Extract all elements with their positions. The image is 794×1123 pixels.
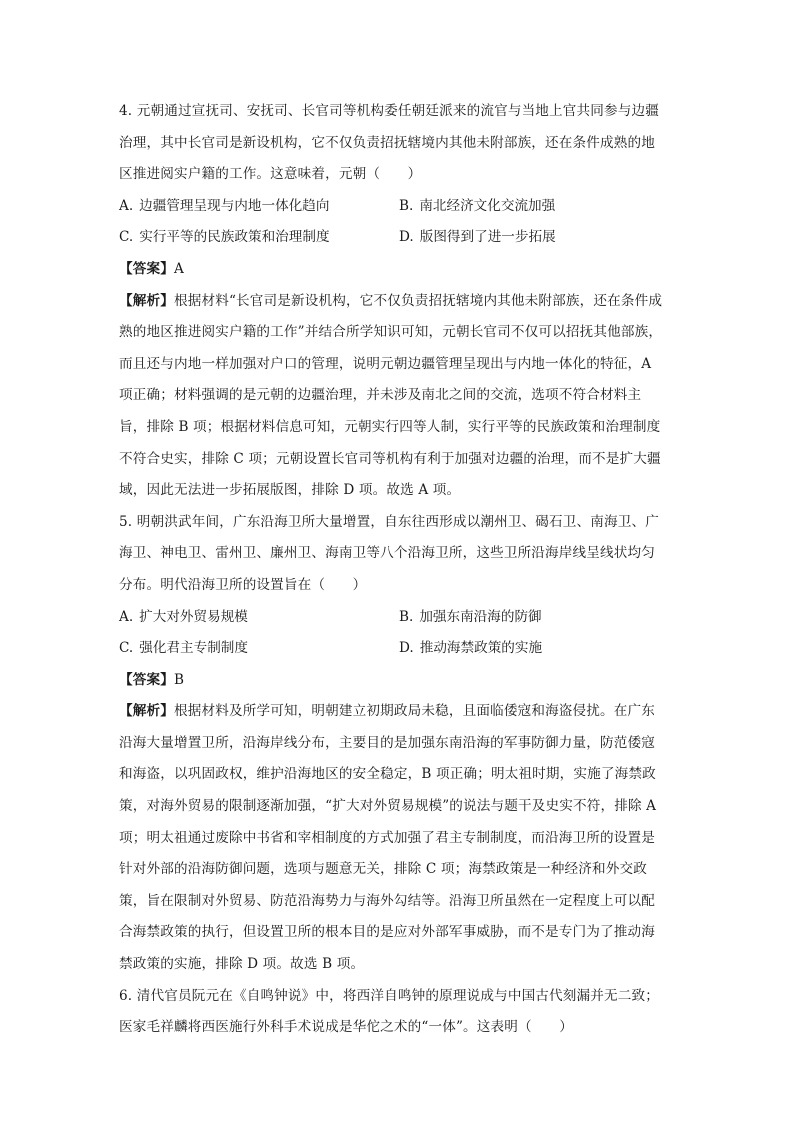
- question-stem-line: 医家毛祥麟将西医施行外科手术说成是华佗之术的“一体”。这表明（ ）: [119, 1019, 573, 1036]
- analysis-line: 和海盗，以巩固政权，维护沿海地区的安全稳定，B 项正确；明太祖时期，实施了海禁政: [119, 766, 656, 783]
- question-5: [119, 507, 679, 981]
- analysis-line: 域，因此无法进一步拓展版图，排除 D 项。故选 A 项。: [119, 482, 461, 499]
- answer-label: 【答案】: [119, 671, 174, 688]
- analysis-line: 【解析】根据材料“长官司是新设机构，它不仅负责招抚辖境内其他未附部族，还在条件成: [119, 292, 663, 309]
- question-stem-line: 5. 明朝洪武年间，广东沿海卫所大量增置，自东往西形成以潮州卫、碣石卫、南海卫、广: [119, 513, 660, 530]
- answer-line: [119, 254, 679, 286]
- option-a: A. 边疆管理呈现与内地一体化趋向: [119, 197, 330, 214]
- answer-line: [119, 665, 679, 697]
- question-stem-line: 分布。明代沿海卫所的设置旨在（ ）: [119, 576, 367, 593]
- analysis-line: 熟的地区推进阅实户籍的工作”并结合所学知识可知，元朝长官司不仅可以招抚其他部族，: [119, 324, 663, 341]
- analysis-line: 项正确；材料强调的是元朝的边疆治理，并未涉及南北之间的交流，选项不符合材料主: [119, 387, 642, 404]
- option-b: B. 南北经济文化交流加强: [399, 197, 556, 214]
- analysis-line: 【解析】根据材料及所学可知，明朝建立初期政局未稳，且面临倭寇和海盗侵扰。在广东: [119, 703, 656, 720]
- options-row: [119, 602, 679, 634]
- question-stem-line: 海卫、神电卫、雷州卫、廉州卫、海南卫等八个沿海卫所，这些卫所沿海岸线呈线状均匀: [119, 545, 656, 562]
- options-row: [119, 633, 679, 665]
- analysis-line: 针对外部的沿海防御问题，选项与题意无关，排除 C 项；海禁政策是一种经济和外交政: [119, 861, 648, 878]
- question-stem-line: 治理，其中长官司是新设机构，它不仅负责招抚辖境内其他未附部族，还在条件成熟的地: [119, 134, 656, 151]
- analysis-label: 【解析】: [119, 703, 174, 720]
- question-4: [119, 96, 679, 507]
- analysis-line: 策，旨在限制对外贸易、防范沿海势力与海外勾结等。沿海卫所虽然在一定程度上可以配: [119, 892, 656, 909]
- option-d: D. 推动海禁政策的实施: [399, 640, 543, 657]
- analysis-line: 禁政策的实施，排除 D 项。故选 B 项。: [119, 956, 365, 973]
- option-a: A. 扩大对外贸易规模: [119, 608, 248, 625]
- answer-value: B: [173, 671, 185, 688]
- question-stem-line: 区推进阅实户籍的工作。这意味着，元朝（ ）: [119, 166, 422, 183]
- analysis-line: 项；明太祖通过废除中书省和宰相制度的方式加强了君主专制制度，而沿海卫所的设置是: [119, 829, 656, 846]
- document-page: [119, 96, 679, 1044]
- answer-label: 【答案】: [119, 260, 174, 277]
- option-d: D. 版图得到了进一步拓展: [399, 229, 556, 246]
- option-b: B. 加强东南沿海的防御: [399, 608, 542, 625]
- question-stem-line: 4. 元朝通过宣抚司、安抚司、长官司等机构委任朝廷派来的流官与当地上官共同参与边疆: [119, 103, 660, 119]
- options-row: [119, 222, 679, 254]
- analysis-label: 【解析】: [119, 292, 174, 309]
- question-6: [119, 981, 679, 1044]
- analysis-line: 策，对海外贸易的限制逐渐加强，“扩大对外贸易规模”的说法与题干及史实不符，排除 A: [119, 798, 657, 815]
- analysis-line: 不符合史实，排除 C 项；元朝设置长官司等机构有利于加强对边疆的治理，而不是扩大疆: [119, 450, 661, 467]
- analysis-line: 而且还与内地一样加强对户口的管理，说明元朝边疆管理呈现出与内地一体化的特征，A: [119, 355, 652, 372]
- question-stem-line: 6. 清代官员阮元在《自鸣钟说》中，将西洋自鸣钟的原理说成与中国古代刻漏并无二致；: [119, 987, 660, 1004]
- analysis-line: 合海禁政策的执行，但设置卫所的根本目的是应对外部军事威胁，而不是专门为了推动海: [119, 924, 656, 941]
- answer-value: A: [173, 260, 184, 277]
- option-c: C. 强化君主专制制度: [119, 640, 248, 657]
- analysis-line: 沿海大量增置卫所，沿海岸线分布，主要目的是加强东南沿海的军事防御力量，防范倭寇: [119, 734, 656, 751]
- analysis-line: 旨，排除 B 项；根据材料信息可知，元朝实行四等人制，实行平等的民族政策和治理制度: [119, 418, 661, 435]
- option-c: C. 实行平等的民族政策和治理制度: [119, 229, 330, 246]
- options-row: [119, 191, 679, 223]
